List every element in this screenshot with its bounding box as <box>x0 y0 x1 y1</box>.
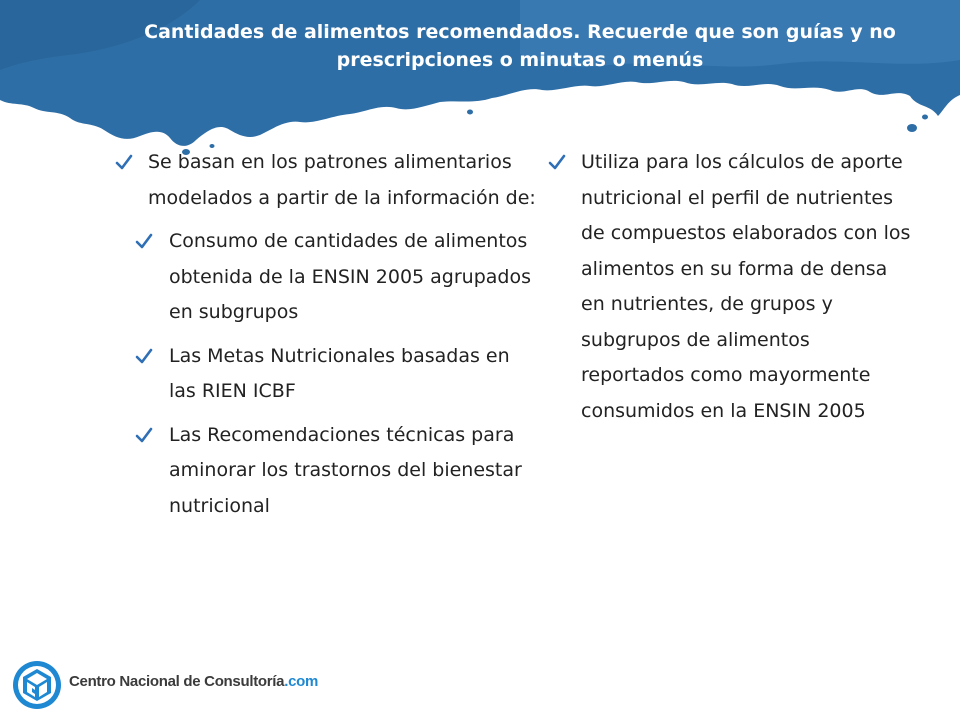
bullet-text: Se basan en los patrones alimentarios modelados a partir de la información de: <box>148 151 536 209</box>
checkmark-icon <box>135 232 153 250</box>
bullet-item <box>545 145 915 429</box>
checkmark-icon <box>115 153 133 171</box>
checkmark-icon <box>548 153 566 171</box>
left-bullet-list <box>112 145 542 524</box>
sub-bullet-text: Las Recomendaciones técnicas para aminorar los trastornos del bienestar nutricional <box>169 423 522 517</box>
bullet-item <box>112 145 542 524</box>
sub-bullet-list <box>127 224 542 524</box>
right-bullet-list <box>545 145 915 429</box>
company-logo <box>12 660 332 710</box>
logo-name: Centro Nacional de Consultoría <box>69 673 285 690</box>
cube-logo-icon <box>12 660 62 710</box>
sub-bullet-item <box>127 418 542 525</box>
right-column <box>545 145 915 429</box>
sub-bullet-text: Las Metas Nutricionales basadas en las RIEN ICBF <box>169 344 510 402</box>
slide-title: Cantidades de alimentos recomendados. Recuerde que son guías y no prescripciones o minutas o menús <box>144 21 896 71</box>
logo-wordmark <box>69 673 318 690</box>
sub-bullet-item <box>127 339 542 410</box>
checkmark-icon <box>135 426 153 444</box>
sub-bullet-item <box>127 224 542 331</box>
left-column <box>112 145 542 524</box>
logo-suffix: .com <box>284 673 319 690</box>
sub-bullet-text: Consumo de cantidades de alimentos obtenida de la ENSIN 2005 agrupados en subgrupos <box>169 230 532 323</box>
bullet-text: Utiliza para los cálculos de aporte nutricional el perfil de nutrientes de compuestos elaborados con los alimentos en su forma de densa en nutrientes, de grupos y subgrupos de alimentos reportados como mayormente consumidos en la ENSIN 2005 <box>581 151 911 422</box>
checkmark-icon <box>135 347 153 365</box>
